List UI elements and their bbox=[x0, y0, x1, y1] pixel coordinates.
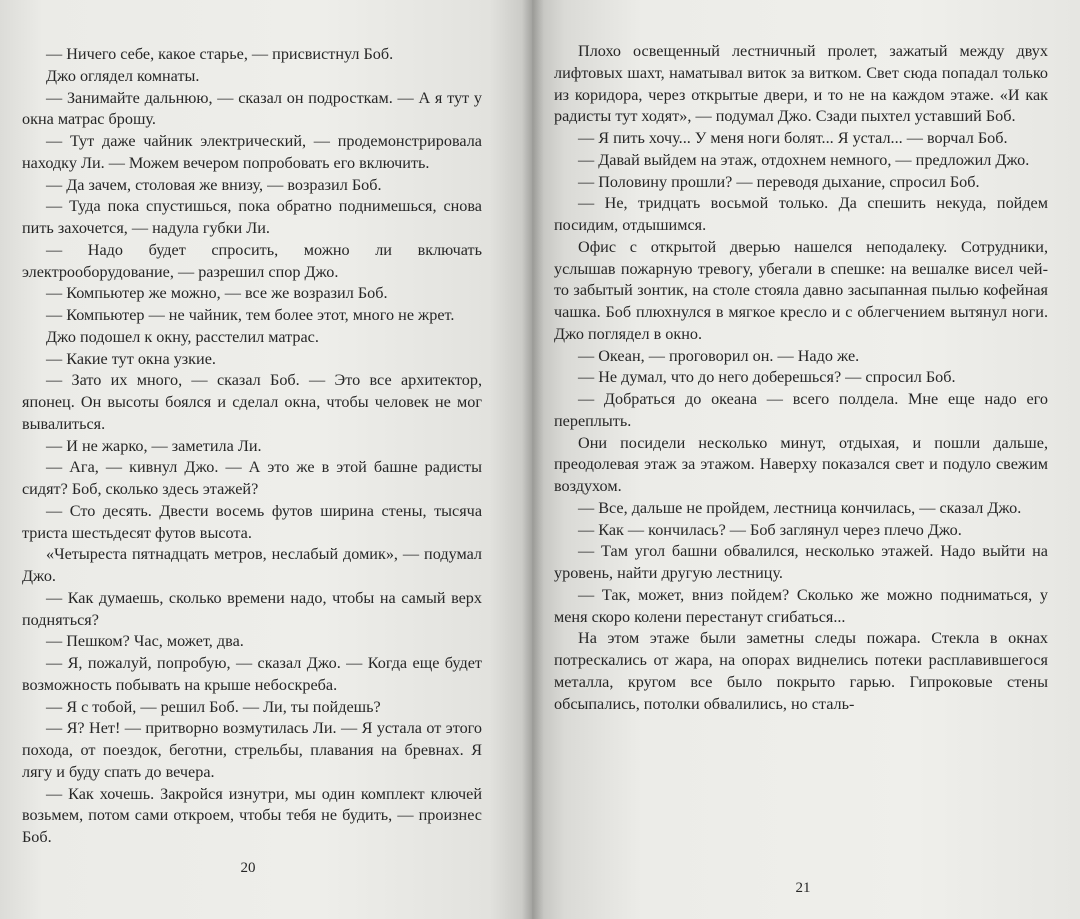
paragraph: — Компьютер — не чайник, тем более этот, много не жрет. bbox=[46, 306, 455, 324]
book-gutter bbox=[522, 0, 544, 919]
paragraph: — Я пить хочу... У меня ноги болят... Я устал... — ворчал Боб. bbox=[578, 129, 1008, 147]
paragraph: — Давай выйдем на этаж, отдохнем немного, — предложил Джо. bbox=[578, 150, 1030, 169]
paragraph: — Зато их много, — сказал Боб. — Это все архитектор, японец. Он высоты боялся и сделал окна, чтобы человек не мог вывалиться. bbox=[22, 371, 482, 433]
paragraph: — Я? Нет! — притворно возмутилась Ли. — Я устала от этого похода, от поездок, беготни, стрельбы, плавания на бревнах. Я лягу и буду спать до вечера. bbox=[22, 719, 482, 781]
paragraph: — Ага, — кивнул Джо. — А это же в этой башне радисты сидят? Боб, сколько здесь этажей? bbox=[22, 458, 482, 498]
paragraph: На этом этаже были заметны следы пожара. Стекла в окнах потрескались от жара, на опорах виднелись потеки расплавившегося металла, кругом все было покрыто гарью. Гипроковые стены обсыпались, потолки обвалились, но сталь- bbox=[554, 629, 1048, 713]
paragraph: — Да зачем, столовая же внизу, — возразил Боб. bbox=[46, 175, 382, 194]
paragraph: Плохо освещенный лестничный пролет, зажатый между двух лифтовых шахт, наматывал виток за витком. Свет сюда попадал только из коридора, через открытые двери, и то не на каждом этаже. «И как радисты тут ходят», — подумал Джо. Сзади пыхтел уставший Боб. bbox=[554, 42, 1048, 126]
left-page bbox=[0, 0, 532, 919]
paragraph: Джо оглядел комнаты. bbox=[46, 66, 200, 85]
paragraph: — Компьютер же можно, — все же возразил Боб. bbox=[46, 284, 388, 303]
paragraph: — Все, дальше не пройдем, лестница кончилась, — сказал Джо. bbox=[578, 498, 1022, 517]
right-page-text bbox=[554, 41, 1048, 715]
paragraph: — Тут даже чайник электрический, — продемонстрировала находку Ли. — Можем вечером попробовать его включить. bbox=[22, 132, 482, 172]
paragraph: — Туда пока спустишься, пока обратно поднимешься, снова пить захочется, — надула губки Ли. bbox=[22, 197, 482, 237]
paragraph: — Не думал, что до него доберешься? — спросил Боб. bbox=[578, 368, 956, 387]
paragraph: — Не, тридцать восьмой только. Да спешить некуда, пойдем посидим, отдышимся. bbox=[554, 194, 1048, 234]
paragraph: — Надо будет спросить, можно ли включать электрооборудование, — разрешил спор Джо. bbox=[22, 240, 482, 281]
paragraph: — Океан, — проговорил он. — Надо же. bbox=[578, 346, 860, 365]
paragraph: — Пешком? Час, может, два. bbox=[46, 632, 244, 651]
paragraph: «Четыреста пятнадцать метров, неслабый домик», — подумал Джо. bbox=[22, 545, 482, 585]
paragraph: — Половину прошли? — переводя дыхание, спросил Боб. bbox=[578, 172, 980, 191]
paragraph: Джо подошел к окну, расстелил матрас. bbox=[46, 327, 319, 346]
right-page-number: 21 bbox=[795, 880, 811, 896]
paragraph: — И не жарко, — заметила Ли. bbox=[46, 436, 262, 455]
right-page bbox=[532, 0, 1080, 919]
paragraph: — Там угол башни обвалился, несколько этажей. Надо выйти на уровень, найти другую лестницу. bbox=[554, 542, 1048, 582]
paragraph: — Я с тобой, — решил Боб. — Ли, ты пойдешь? bbox=[46, 697, 381, 716]
paragraph: — Какие тут окна узкие. bbox=[46, 349, 216, 368]
paragraph: Они посидели несколько минут, отдыхая, и пошли дальше, преодолевая этаж за этажом. Наверху показался свет и подуло свежим воздухом. bbox=[554, 433, 1048, 495]
paragraph: — Так, может, вниз пойдем? Сколько же можно подниматься, у меня скоро колени перестанут сгибаться... bbox=[554, 585, 1048, 626]
left-page-number: 20 bbox=[240, 860, 256, 876]
paragraph: — Как хочешь. Закройся изнутри, мы один комплект ключей возьмем, потом сами откроем, чтобы тебя не будить, — произнес Боб. bbox=[22, 784, 482, 846]
left-page-text bbox=[22, 44, 482, 849]
paragraph: — Я, пожалуй, попробую, — сказал Джо. — Когда еще будет возможность побывать на крыше небоскреба. bbox=[22, 654, 482, 694]
paragraph: — Как думаешь, сколько времени надо, чтобы на самый верх подняться? bbox=[22, 588, 482, 629]
paragraph: — Добраться до океана — всего полдела. Мне еще надо его переплыть. bbox=[554, 390, 1048, 430]
paragraph: — Сто десять. Двести восемь футов ширина стены, тысяча триста шестьдесят футов высота. bbox=[22, 501, 482, 542]
paragraph: — Как — кончилась? — Боб заглянул через плечо Джо. bbox=[578, 520, 962, 539]
paragraph: — Занимайте дальнюю, — сказал он подросткам. — А я тут у окна матрас брошу. bbox=[22, 88, 482, 129]
paragraph: — Ничего себе, какое старье, — присвистнул Боб. bbox=[46, 45, 394, 63]
paragraph: Офис с открытой дверью нашелся неподалеку. Сотрудники, услышав пожарную тревогу, убегали в спешке: на вешалке висел чей-то забытый зонтик, на столе стояла давно засыпанная пылью кофейная чашка. Боб плюхнулся в мягкое кресло и с облегчением вытянул ноги. Джо поглядел в окно. bbox=[554, 237, 1048, 343]
